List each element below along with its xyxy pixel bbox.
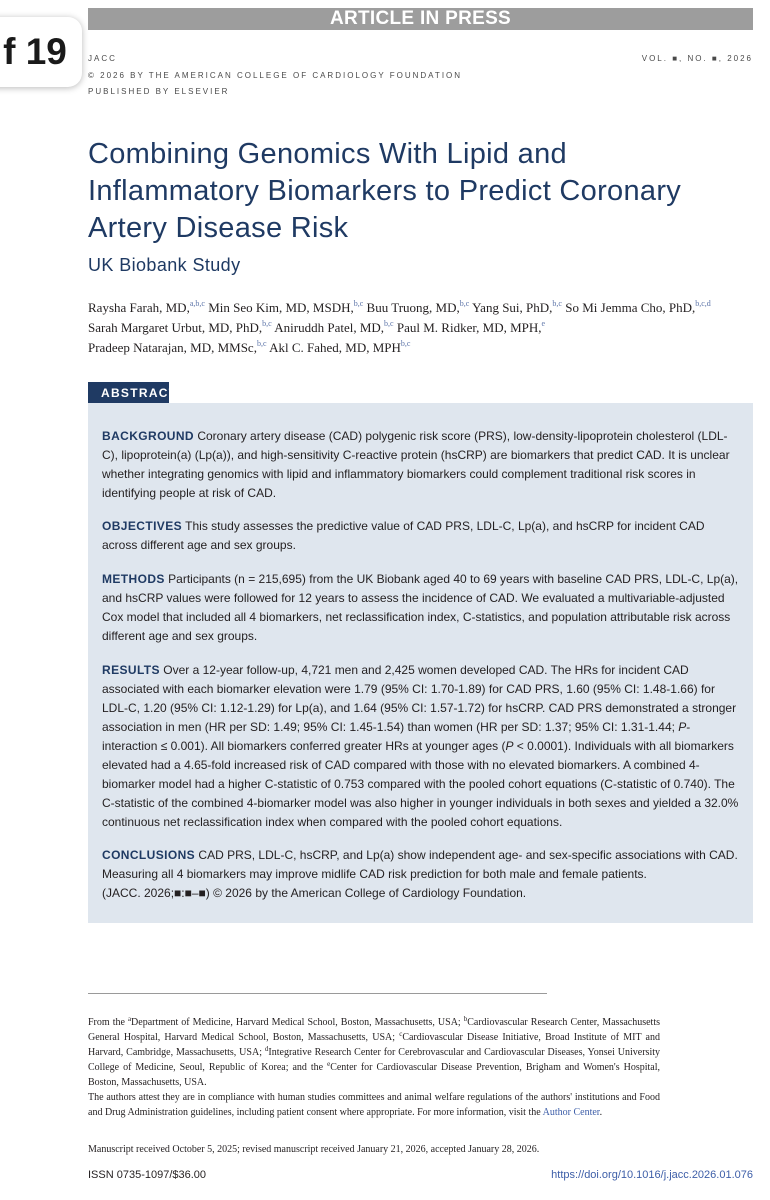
author-name: Sarah Margaret Urbut, MD, PhD, bbox=[88, 320, 263, 335]
affiliation-mark: a bbox=[127, 1015, 132, 1023]
abstract-methods bbox=[102, 570, 742, 646]
p-symbol: P bbox=[505, 739, 514, 753]
affiliation-mark: e bbox=[327, 1060, 331, 1068]
author-name: Buu Truong, MD, bbox=[366, 300, 460, 315]
author-name: Yang Sui, PhD, bbox=[472, 300, 553, 315]
attestation-text: The authors attest they are in compliance with human studies committees and animal welfare regulations of the authors' institutions and Food and Drug Administration guidelines, including patient consent where appropriate. For more information, visit the bbox=[88, 1092, 660, 1118]
affiliations-lead: From the bbox=[88, 1017, 128, 1028]
p-symbol: P bbox=[678, 720, 687, 734]
copyright-line: © 2026 BY THE AMERICAN COLLEGE OF CARDIOLOGY FOUNDATION bbox=[88, 71, 463, 80]
section-heading: CONCLUSIONS bbox=[102, 848, 196, 862]
section-heading: RESULTS bbox=[102, 663, 160, 677]
manuscript-dates: Manuscript received October 5, 2025; revised manuscript received January 21, 2026, accepted January 28, 2026. bbox=[88, 1144, 540, 1155]
article-subtitle: UK Biobank Study bbox=[88, 255, 241, 275]
page-indicator: f 19 bbox=[0, 17, 82, 87]
journal-name: JACC bbox=[88, 54, 117, 63]
affiliation-mark: c bbox=[399, 1030, 403, 1038]
abstract-label: ABSTRACT bbox=[88, 382, 169, 404]
author-name: Min Seo Kim, MD, MSDH, bbox=[208, 300, 354, 315]
affiliation-e: Center for Cardiovascular Disease Prevention, Brigham and Women's Hospital, Boston, Massachusetts, USA. bbox=[88, 1062, 660, 1088]
author-affiliation[interactable]: b,c bbox=[552, 299, 562, 308]
section-text: -interaction ≤ 0.001). All biomarkers conferred greater HRs at younger ages ( bbox=[102, 720, 691, 753]
abstract-objectives bbox=[102, 517, 742, 555]
affiliation-mark: b bbox=[463, 1015, 468, 1023]
author-name: Paul M. Ridker, MD, MPH, bbox=[396, 320, 542, 335]
attestation-end: . bbox=[599, 1107, 603, 1118]
abstract-results bbox=[102, 661, 742, 832]
author-center-link[interactable]: Author Center bbox=[542, 1107, 600, 1118]
author-affiliation[interactable]: b,c bbox=[353, 299, 364, 308]
section-text: Over a 12-year follow-up, 4,721 men and 2,425 women developed CAD. The HRs for incident CAD associated with each biomarker elevation were 1.79 (95% CI: 1.70-1.89) for CAD PRS, 1.60 (95% CI: 1.48-1.66) for LDL-C, 1.20 (95% CI: 1.12-1.29) for Lp(a), and 1.64 (95% CI: 1.57-1.72) for hsCRP. CAD PRS demonstrated a stronger association in men (HR per SD: 1.49; 95% CI: 1.45-1.54) than women (HR per SD: 1.37; 95% CI: 1.31-1.44; bbox=[102, 663, 737, 734]
author-list bbox=[88, 298, 758, 358]
author-affiliation[interactable]: a,b,c bbox=[189, 299, 205, 308]
section-text: Coronary artery disease (CAD) polygenic risk score (PRS), low-density-lipoprotein cholesterol (LDL-C), lipoprotein(a) (Lp(a)), and high-sensitivity C-reactive protein (hsCRP) are biomarkers that predict CAD. It is unclear whether integrating genomics with lipid and inflammatory biomarkers could complement traditional risk scores in identifying people at risk of CAD. bbox=[102, 429, 730, 500]
doi-link[interactable]: https://doi.org/10.1016/j.jacc.2026.01.076 bbox=[551, 1169, 753, 1181]
article-title: Combining Genomics With Lipid and Inflammatory Biomarkers to Predict Coronary Artery Disease Risk bbox=[88, 138, 682, 244]
author-name: Aniruddh Patel, MD, bbox=[274, 320, 385, 335]
author-name: Pradeep Natarajan, MD, MMSc, bbox=[88, 340, 257, 355]
author-affiliation[interactable]: b,c bbox=[262, 319, 272, 328]
affiliation-a: Department of Medicine, Harvard Medical School, Boston, Massachusetts, USA; bbox=[131, 1017, 464, 1028]
affiliation-d: Integrative Research Center for Cerebrovascular and Cardiovascular Diseases, Yonsei University College of Medicine, Seoul, Republic of Korea; and the bbox=[88, 1047, 660, 1073]
author-name: Raysha Farah, MD, bbox=[88, 300, 190, 315]
author-name: So Mi Jemma Cho, PhD, bbox=[565, 300, 696, 315]
author-affiliation[interactable]: b,c,d bbox=[695, 299, 711, 308]
section-text: CAD PRS, LDL-C, hsCRP, and Lp(a) show independent age- and sex-specific associations with CAD. Measuring all 4 biomarkers may improve midlife CAD risk prediction for both male and female patients. bbox=[102, 848, 738, 881]
affiliation-c: Cardiovascular Disease Initiative, Broad Institute of MIT and Harvard, Cambridge, Massachusetts, USA; bbox=[88, 1032, 660, 1058]
section-text: This study assesses the predictive value of CAD PRS, LDL-C, Lp(a), and hsCRP for incident CAD across different age and sex groups. bbox=[102, 519, 705, 552]
issn: ISSN 0735-1097/$36.00 bbox=[88, 1169, 207, 1181]
article-in-press-banner: ARTICLE IN PRESS bbox=[88, 8, 753, 30]
section-text: < 0.0001). Individuals with all biomarkers elevated had a 4.65-fold increased risk of CAD compared with those with no elevated biomarkers. A combined 4-biomarker model had a higher C-statistic of 0.753 compared with the pooled cohort equations (C-statistic of 0.740). The C-statistic of the combined 4-biomarker model was also higher in younger individuals in both sexes and yielded a 32.0% continuous net reclassification index when compared with the pooled cohort equations. bbox=[102, 739, 739, 829]
abstract-conclusions bbox=[102, 846, 742, 903]
footnote-divider bbox=[88, 993, 547, 994]
volume-info: VOL. ■, NO. ■, 2026 bbox=[641, 54, 753, 63]
affiliations-note bbox=[88, 1015, 660, 1090]
abstract-background bbox=[102, 427, 742, 503]
author-name: Akl C. Fahed, MD, MPH bbox=[269, 340, 401, 355]
affiliation-mark: d bbox=[264, 1045, 269, 1053]
author-affiliation[interactable]: e bbox=[541, 319, 546, 328]
author-affiliation[interactable]: b,c bbox=[256, 339, 267, 348]
section-heading: BACKGROUND bbox=[102, 429, 194, 443]
section-text: Participants (n = 215,695) from the UK Biobank aged 40 to 69 years with baseline CAD PRS, LDL-C, Lp(a), and hsCRP values were followed for 12 years to assess the incidence of CAD. We evaluated a multivariable-adjusted Cox model that included all 4 biomarkers, net reclassification index, C-statistics, and population attributable risk across different age and sex groups. bbox=[102, 572, 739, 643]
author-affiliation[interactable]: b,c bbox=[384, 319, 394, 328]
author-affiliation[interactable]: b,c bbox=[459, 299, 470, 308]
author-affiliation[interactable]: b,c bbox=[400, 339, 411, 348]
publisher-line: PUBLISHED BY ELSEVIER bbox=[88, 87, 230, 96]
affiliation-b: Cardiovascular Research Center, Massachusetts General Hospital, Harvard Medical School, Boston, Massachusetts, USA; bbox=[88, 1017, 660, 1043]
attestation-note bbox=[88, 1090, 660, 1120]
section-heading: METHODS bbox=[102, 572, 165, 586]
section-heading: OBJECTIVES bbox=[102, 519, 183, 533]
citation-line: (JACC. 2026;■:■–■) © 2026 by the American College of Cardiology Foundation. bbox=[102, 886, 527, 900]
